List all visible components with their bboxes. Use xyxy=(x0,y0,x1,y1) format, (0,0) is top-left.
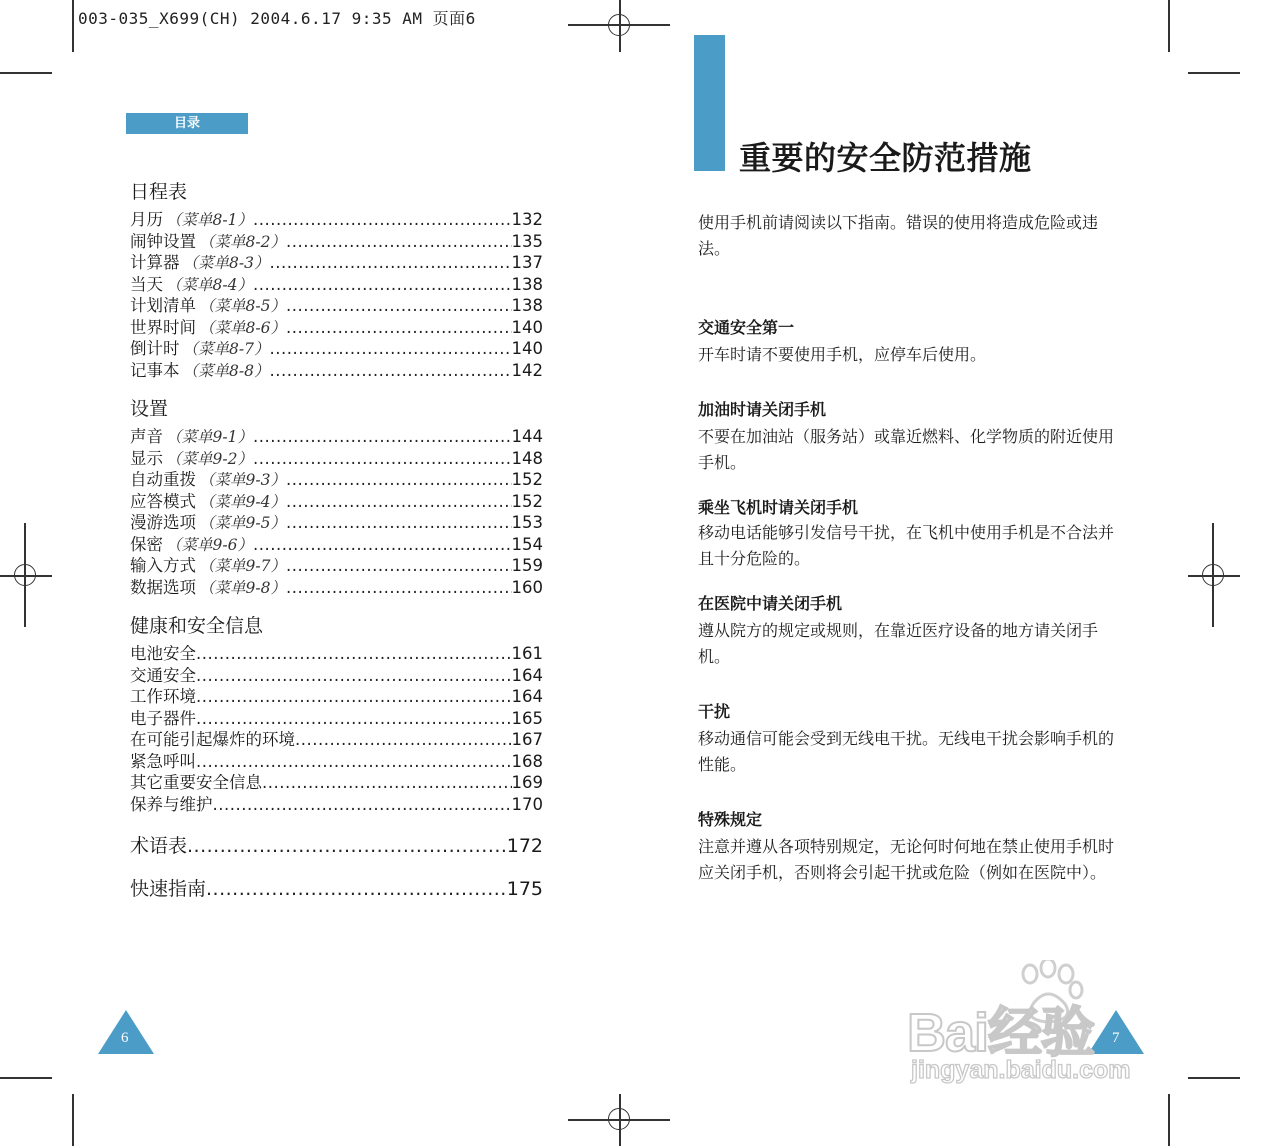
safety-text: 遵从院方的规定或规则，在靠近医疗设备的地方请关闭手机。 xyxy=(698,621,1099,666)
toc-entry[interactable]: 声音 （菜单9-1） ..... 144 xyxy=(130,426,543,448)
toc-section-list xyxy=(130,426,543,598)
toc-entry[interactable]: 紧急呼叫 ..... 168 xyxy=(130,751,543,773)
toc-entry-glossary[interactable]: 术语表 ..... 172 xyxy=(130,834,543,858)
print-slug: 003-035_X699(CH) 2004.6.17 9:35 AM 页面6 xyxy=(78,9,476,28)
toc-entry[interactable]: 电子器件 ..... 165 xyxy=(130,708,543,730)
page-number-left xyxy=(98,1010,154,1054)
toc-entry[interactable]: 其它重要安全信息 ..... 169 xyxy=(130,772,543,794)
safety-heading: 干扰 xyxy=(698,702,731,721)
watermark-brand: Bai经验 xyxy=(907,1003,1095,1063)
safety-text: 注意并遵从各项特别规定，无论何时何地在禁止使用手机时应关闭手机，否则将会引起干扰或危险（例如在医院中）。 xyxy=(698,837,1115,882)
toc-extra-list xyxy=(130,834,543,901)
title-accent-bar xyxy=(694,35,725,171)
safety-heading: 交通安全第一 xyxy=(698,318,795,337)
toc-section-list xyxy=(130,209,543,381)
toc-entry[interactable]: 漫游选项 （菜单9-5） ..... 153 xyxy=(130,512,543,534)
toc-entry[interactable]: 在可能引起爆炸的环境 ..... 167 xyxy=(130,729,543,751)
toc-entry[interactable]: 交通安全 ..... 164 xyxy=(130,665,543,687)
safety-block xyxy=(698,496,1118,572)
toc-section-title: 设置 xyxy=(130,398,169,420)
safety-heading: 在医院中请关闭手机 xyxy=(698,594,843,613)
safety-content xyxy=(698,210,1118,886)
toc-entry-quick-guide[interactable]: 快速指南 ..... 175 xyxy=(130,877,543,901)
safety-text: 移动通信可能会受到无线电干扰。无线电干扰会影响手机的性能。 xyxy=(698,729,1115,774)
toc-entry[interactable]: 显示 （菜单9-2） ..... 148 xyxy=(130,448,543,470)
toc-section-title: 日程表 xyxy=(130,181,188,203)
intro-text: 使用手机前请阅读以下指南。错误的使用将造成危险或违法。 xyxy=(698,213,1099,258)
safety-heading: 乘坐飞机时请关闭手机 xyxy=(698,498,859,517)
toc-entry[interactable]: 当天 （菜单8-4） ..... 138 xyxy=(130,274,543,296)
toc-section-list xyxy=(130,643,543,815)
toc-entry[interactable]: 保密 （菜单9-6） ..... 154 xyxy=(130,534,543,556)
safety-block xyxy=(698,592,1118,670)
toc-entry[interactable]: 保养与维护 ..... 170 xyxy=(130,794,543,816)
safety-block xyxy=(698,700,1118,778)
toc-entry[interactable]: 计划清单 （菜单8-5） ..... 138 xyxy=(130,295,543,317)
toc-entry[interactable]: 应答模式 （菜单9-4） ..... 152 xyxy=(130,491,543,513)
toc-section-title: 健康和安全信息 xyxy=(130,615,264,637)
toc-entry[interactable]: 月历 （菜单8-1） ..... 132 xyxy=(130,209,543,231)
page-number-text: 6 xyxy=(121,1030,129,1046)
toc-entry[interactable]: 输入方式 （菜单9-7） ..... 159 xyxy=(130,555,543,577)
page-number-text: 7 xyxy=(1112,1030,1120,1046)
safety-block xyxy=(698,398,1118,476)
toc-entry[interactable]: 自动重拨 （菜单9-3） ..... 152 xyxy=(130,469,543,491)
toc-entry[interactable]: 数据选项 （菜单9-8） ..... 160 xyxy=(130,577,543,599)
toc-entry[interactable]: 计算器 （菜单8-3） ..... 137 xyxy=(130,252,543,274)
safety-block xyxy=(698,316,1118,368)
toc-entry[interactable]: 工作环境 ..... 164 xyxy=(130,686,543,708)
toc-entry[interactable]: 世界时间 （菜单8-6） ..... 140 xyxy=(130,317,543,339)
safety-heading: 加油时请关闭手机 xyxy=(698,400,827,419)
safety-block xyxy=(698,808,1118,886)
safety-text: 不要在加油站（服务站）或靠近燃料、化学物质的附近使用手机。 xyxy=(698,427,1115,472)
page-title: 重要的安全防范措施 xyxy=(739,139,1032,177)
watermark-url: jingyan.baidu.com xyxy=(911,1056,1131,1084)
toc-entry[interactable]: 闹钟设置 （菜单8-2） ..... 135 xyxy=(130,231,543,253)
safety-text: 移动电话能够引发信号干扰，在飞机中使用手机是不合法并且十分危险的。 xyxy=(698,523,1115,568)
toc-entry[interactable]: 记事本 （菜单8-8） ..... 142 xyxy=(130,360,543,382)
toc-entry[interactable]: 电池安全 ..... 161 xyxy=(130,643,543,665)
safety-text: 开车时请不要使用手机，应停车后使用。 xyxy=(698,345,987,364)
baidu-watermark xyxy=(905,960,1205,1088)
toc-entry[interactable]: 倒计时 （菜单8-7） ..... 140 xyxy=(130,338,543,360)
table-of-contents xyxy=(130,180,543,901)
safety-heading: 特殊规定 xyxy=(698,810,763,829)
toc-tag: 目录 xyxy=(126,113,248,134)
